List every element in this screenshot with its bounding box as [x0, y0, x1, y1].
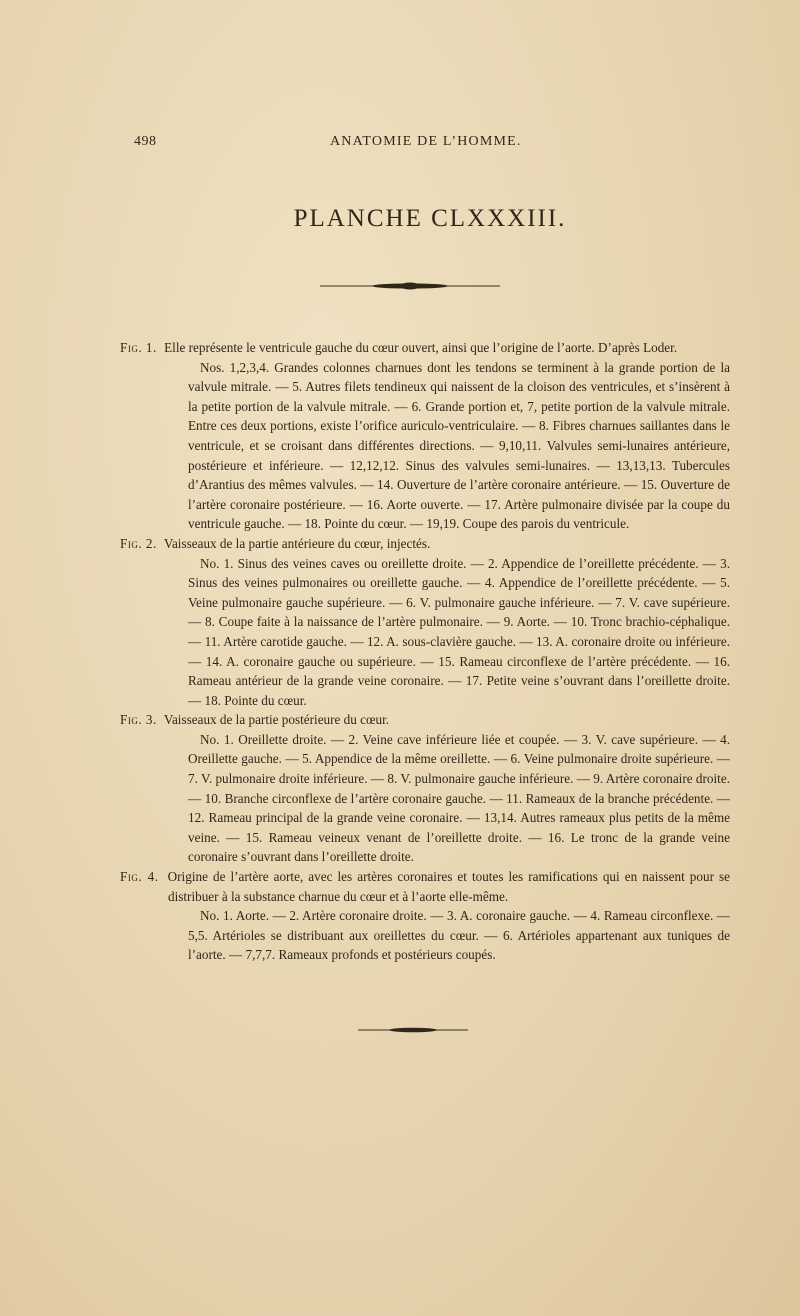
figure-4-block: [120, 867, 730, 965]
figure-3-label: Fig. 3.: [120, 712, 157, 728]
running-head: [134, 134, 734, 154]
figure-1-legend: Nos. 1,2,3,4. Grandes colonnes charnues dont les tendons se terminent à la grande portion de la valvule mitrale. — 5. Autres filets tendineux qui naissent de la cloison des ventricules, et s’insèrent à la petite portion de la valvule mitrale. — 6. Grande portion et, 7, petite portion de la valvule mitrale. Entre ces deux portions, existe l’orifice auriculo-ventriculaire. — 8. Fibres charnues saillantes dans le ventricule, et se croisant dans différentes directions. — 9,10,11. Valvules semi-lunaires antérieure, postérieure et inférieure. — 12,12,12. Sinus des valvules semi-lunaires. — 13,13,13. Tubercules d’Arantius des mêmes valvules. — 14. Ouverture de l’artère coronaire antérieure. — 15. Ouverture de l’artère coronaire postérieure. — 16. Aorte ouverte. — 17. Artère pulmonaire divisée par la coupe du ventricule gauche. — 18. Pointe du cœur. — 19,19. Coupe des parois du ventricule.: [188, 359, 730, 532]
figure-2-block: [120, 534, 730, 710]
ornament-rule-top: [320, 280, 500, 292]
page-number: 498: [134, 134, 157, 149]
figure-1-label: Fig. 1.: [120, 340, 157, 355]
figure-3-block: [120, 710, 730, 867]
figure-3-description: Vaisseaux de la partie postérieure du cœur.: [163, 712, 390, 728]
figure-1-description: Elle représente le ventricule gauche du cœur ouvert, ainsi que l’origine de l’aorte. D’après Loder.: [164, 340, 678, 355]
figure-3-legend: No. 1. Oreillette droite. — 2. Veine cave inférieure liée et coupée. — 3. V. cave supérieure. — 4. Oreillette gauche. — 5. Appendice de la même oreillette. — 6. Veine pulmonaire droite supérieure. — 7. V. pulmonaire droite inférieure. — 8. V. pulmonaire gauche inférieure. — 9. Artère coronaire droite. — 10. Branche circonflexe de l’artère coronaire gauche. — 11. Rameaux de la branche précédente. — 12. Rameau principal de la grande veine coronaire. — 13,14. Autres rameaux plus petits de la même veine. — 15. Rameau veineux venant de l’oreillette droite. — 16. Le tronc de la grande veine coronaire s’ouvrant dans l’oreillette droite.: [188, 731, 730, 865]
figure-2-head: [120, 534, 730, 554]
figure-2-label: Fig. 2.: [120, 535, 157, 551]
figure-1-block: [120, 338, 730, 534]
ornament-rule-bottom: [358, 1025, 468, 1035]
plate-explanation: [120, 338, 730, 965]
figure-4-description: Origine de l’artère aorte, avec les artères coronaires et toutes les ramifications qui en naissent pour se distribuer à la substance charnue du cœur et à l’aorte elle-même.: [167, 869, 730, 904]
plate-title: PLANCHE CLXXXIII.: [293, 205, 567, 232]
figure-3-head: [120, 710, 730, 730]
figure-4-legend: No. 1. Aorte. — 2. Artère coronaire droite. — 3. A. coronaire gauche. — 4. Rameau circonflexe. — 5,5. Artérioles se distribuant aux oreillettes du cœur. — 6. Artérioles appartenant aux tuniques de l’aorte. — 7,7,7. Rameaux profonds et postérieurs coupés.: [188, 908, 730, 963]
figure-4-label: Fig. 4.: [120, 869, 159, 885]
running-title: ANATOMIE DE L’HOMME.: [330, 134, 522, 149]
figure-1-head: [120, 338, 730, 358]
figure-2-description: Vaisseaux de la partie antérieure du cœur, injectés.: [163, 535, 431, 551]
figure-4-head: [120, 867, 730, 906]
figure-2-legend: No. 1. Sinus des veines caves ou oreillette droite. — 2. Appendice de l’oreillette précédente. — 3. Sinus des veines pulmonaires ou oreillette gauche. — 4. Appendice de l’oreillette précédente. — 5. Veine pulmonaire gauche supérieure. — 6. V. pulmonaire gauche inférieure. — 7. V. cave supérieure. — 8. Coupe faite à la naissance de l’artère pulmonaire. — 9. Aorte. — 10. Tronc brachio-céphalique. — 11. Artère carotide gauche. — 12. A. sous-clavière gauche. — 13. A. coronaire droite ou inférieure. — 14. A. coronaire gauche ou supérieure. — 15. Rameau circonflexe de l’artère précédente. — 16. Rameau antérieur de la grande veine coronaire. — 17. Petite veine s’ouvrant dans l’oreillette droite. — 18. Pointe du cœur.: [188, 555, 730, 708]
